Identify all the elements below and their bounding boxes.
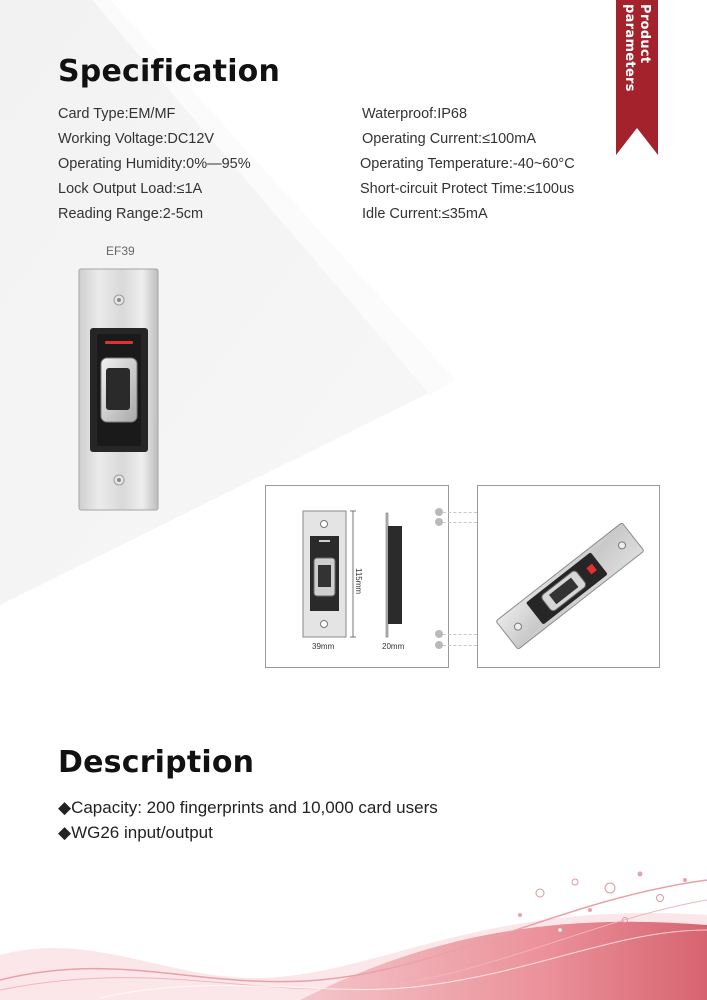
description-title: Description <box>58 745 255 780</box>
specification-title: Specification <box>58 54 281 89</box>
depth-dimension-label: 20mm <box>382 642 405 651</box>
width-dimension-label: 39mm <box>312 642 335 651</box>
spec-operating-temperature: Operating Temperature:-40~60°C <box>360 156 575 172</box>
spec-working-voltage: Working Voltage:DC12V <box>58 131 215 147</box>
product-image <box>78 268 160 512</box>
spec-operating-humidity: Operating Humidity:0%—95% <box>58 156 251 172</box>
dimension-diagram-box <box>265 485 449 668</box>
spec-card-type: Card Type:EM/MF <box>58 106 176 122</box>
ribbon-label: Product parameters <box>622 4 652 92</box>
spec-waterproof: Waterproof:IP68 <box>362 106 468 122</box>
description-item: ◆WG26 input/output <box>58 823 213 842</box>
connector-dot <box>435 630 443 638</box>
angled-product-drawing <box>478 486 659 667</box>
connector-dot <box>435 518 443 526</box>
spec-short-circuit-time: Short-circuit Protect Time:≤100us <box>360 181 575 197</box>
model-label: EF39 <box>106 244 135 258</box>
connector-dot <box>435 508 443 516</box>
angled-view-box <box>477 485 660 668</box>
front-view-drawing <box>302 510 352 640</box>
spec-reading-range: Reading Range:2-5cm <box>58 206 204 222</box>
connector-dot <box>435 641 443 649</box>
decorative-wave <box>0 860 707 1000</box>
side-view-drawing <box>384 512 404 638</box>
spec-lock-output-load: Lock Output Load:≤1A <box>58 181 203 197</box>
height-dimension-label: 115mm <box>354 568 363 595</box>
description-item: ◆Capacity: 200 fingerprints and 10,000 card users <box>58 798 438 817</box>
spec-idle-current: Idle Current:≤35mA <box>362 206 488 222</box>
spec-operating-current: Operating Current:≤100mA <box>362 131 536 147</box>
